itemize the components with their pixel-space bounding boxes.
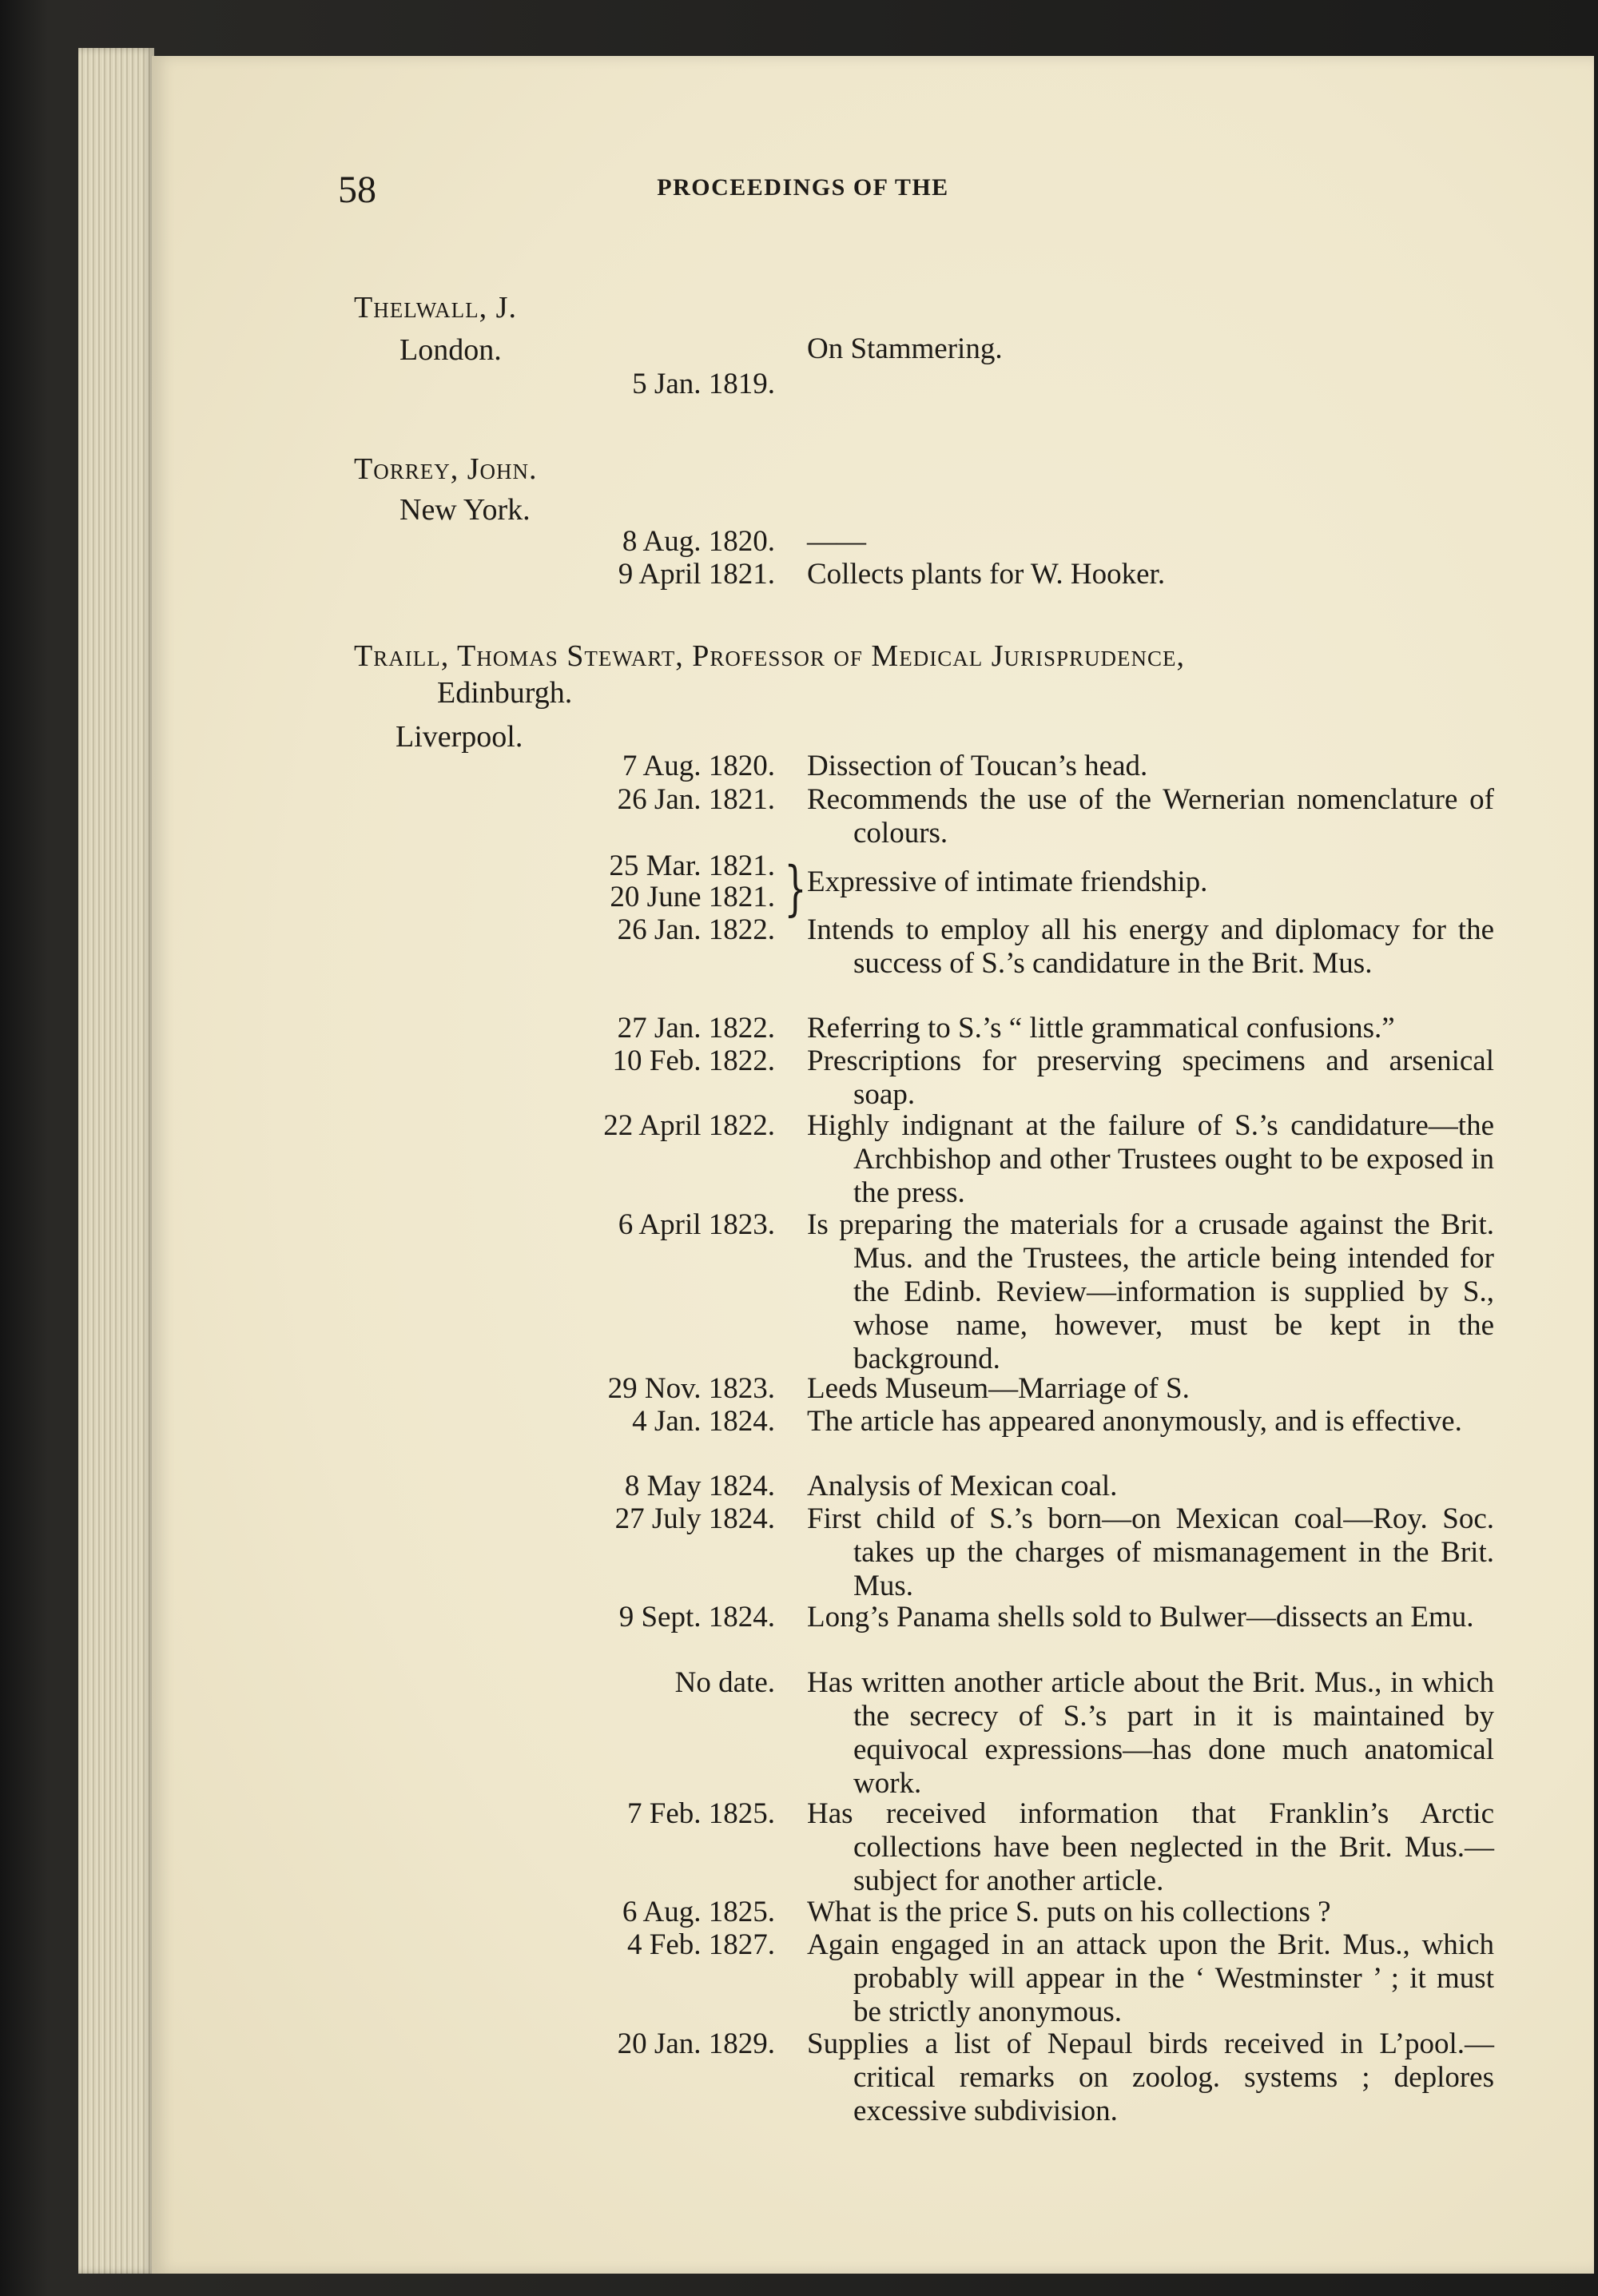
letter-date: No date.: [674, 1666, 775, 1699]
letter-summary: Referring to S.’s “ little grammatical confusions.”: [807, 1012, 1395, 1045]
letter-date: 6 April 1823.: [618, 1208, 775, 1241]
correspondent-name-continuation: Edinburgh.: [437, 676, 573, 710]
letter-summary: Supplies a list of Nepaul birds received in L’pool.—critical remarks on zoolog. systems ; deplores excessive subdivision.: [807, 2027, 1494, 2127]
letter-date: 10 Feb. 1822.: [612, 1045, 775, 1077]
letter-summary: Collects plants for W. Hooker.: [807, 558, 1166, 591]
letter-date: 9 April 1821.: [618, 558, 775, 591]
letter-summary: Long’s Panama shells sold to Bulwer—dissects an Emu.: [807, 1601, 1474, 1633]
letter-date: 7 Feb. 1825.: [627, 1797, 775, 1830]
letter-summary: Expressive of intimate friendship.: [807, 865, 1208, 898]
letter-date: 29 Nov. 1823.: [607, 1372, 775, 1405]
letter-date: 25 Mar. 1821.: [609, 850, 775, 882]
letter-date: 6 Aug. 1825.: [622, 1896, 775, 1928]
letter-summary: Highly indignant at the failure of S.’s candidature—the Archbishop and other Trustees ought to be exposed in the press.: [807, 1109, 1494, 1209]
letter-date: 26 Jan. 1822.: [617, 913, 775, 946]
letter-date: 8 Aug. 1820.: [622, 525, 775, 558]
letter-summary: First child of S.’s born—on Mexican coal—Roy. Soc. takes up the charges of mismanagement in the Brit. Mus.: [807, 1502, 1494, 1602]
letter-date: 22 April 1822.: [603, 1109, 775, 1142]
letter-summary: Is preparing the materials for a crusade against the Brit. Mus. and the Trustees, the article being intended for the Edinb. Review—information is supplied by S., whose name, however, must be kept in the background.: [807, 1208, 1494, 1375]
letter-summary: Intends to employ all his energy and diplomacy for the success of S.’s candidature in the Brit. Mus.: [807, 913, 1494, 980]
letter-summary: Again engaged in an attack upon the Brit. Mus., which probably will appear in the ‘ Westminster ’ ; it must be strictly anonymous.: [807, 1928, 1494, 2028]
correspondent-name: [354, 638, 1481, 711]
letter-date: 27 July 1824.: [614, 1502, 775, 1535]
brace-glyph: }: [784, 854, 807, 923]
letter-summary: What is the price S. puts on his collections ?: [807, 1896, 1331, 1928]
letter-summary: Leeds Museum—Marriage of S.: [807, 1372, 1190, 1405]
letter-date: 8 May 1824.: [624, 1470, 775, 1502]
letter-date: 9 Sept. 1824.: [618, 1601, 775, 1633]
letter-summary: ——: [807, 525, 866, 558]
book-page-edges: [78, 48, 154, 2274]
letter-date: 20 Jan. 1829.: [617, 2027, 775, 2060]
letter-summary: Has written another article about the Brit. Mus., in which the secrecy of S.’s part in it is maintained by equivocal expressions—has done much anatomical work.: [807, 1666, 1494, 1800]
page-header: [152, 168, 1594, 216]
letter-date-second: 20 June 1821.: [610, 881, 775, 913]
correspondent-place: Liverpool.: [396, 720, 523, 754]
running-title: PROCEEDINGS OF THE: [657, 174, 949, 201]
letter-summary: On Stammering.: [807, 332, 1003, 365]
correspondent-name: Thelwall, J.: [354, 291, 517, 324]
letter-date: 4 Jan. 1824.: [632, 1405, 775, 1438]
letter-date: 27 Jan. 1822.: [617, 1012, 775, 1045]
letter-summary: The article has appeared anonymously, and is effective.: [807, 1405, 1462, 1438]
letter-summary: Dissection of Toucan’s head.: [807, 750, 1148, 782]
letter-date: 5 Jan. 1819.: [632, 368, 775, 400]
page-number: 58: [338, 169, 376, 211]
letter-summary: Prescriptions for preserving specimens and arsenical soap.: [807, 1045, 1494, 1111]
correspondent-place: New York.: [400, 493, 531, 527]
letter-summary: Has received information that Franklin’s Arctic collections have been neglected in the Brit. Mus.—subject for another article.: [807, 1797, 1494, 1897]
correspondent-name-line: Traill, Thomas Stewart, Professor of Medical Jurisprudence,: [354, 639, 1186, 673]
book-page: [152, 56, 1594, 2274]
correspondent-place: London.: [400, 333, 502, 367]
correspondent-name: Torrey, John.: [354, 452, 538, 486]
letter-summary: Recommends the use of the Wernerian nomenclature of colours.: [807, 783, 1494, 850]
letter-date: 26 Jan. 1821.: [617, 783, 775, 816]
letter-date: 7 Aug. 1820.: [622, 750, 775, 782]
letter-date: 4 Feb. 1827.: [627, 1928, 775, 1961]
letter-summary: Analysis of Mexican coal.: [807, 1470, 1118, 1502]
